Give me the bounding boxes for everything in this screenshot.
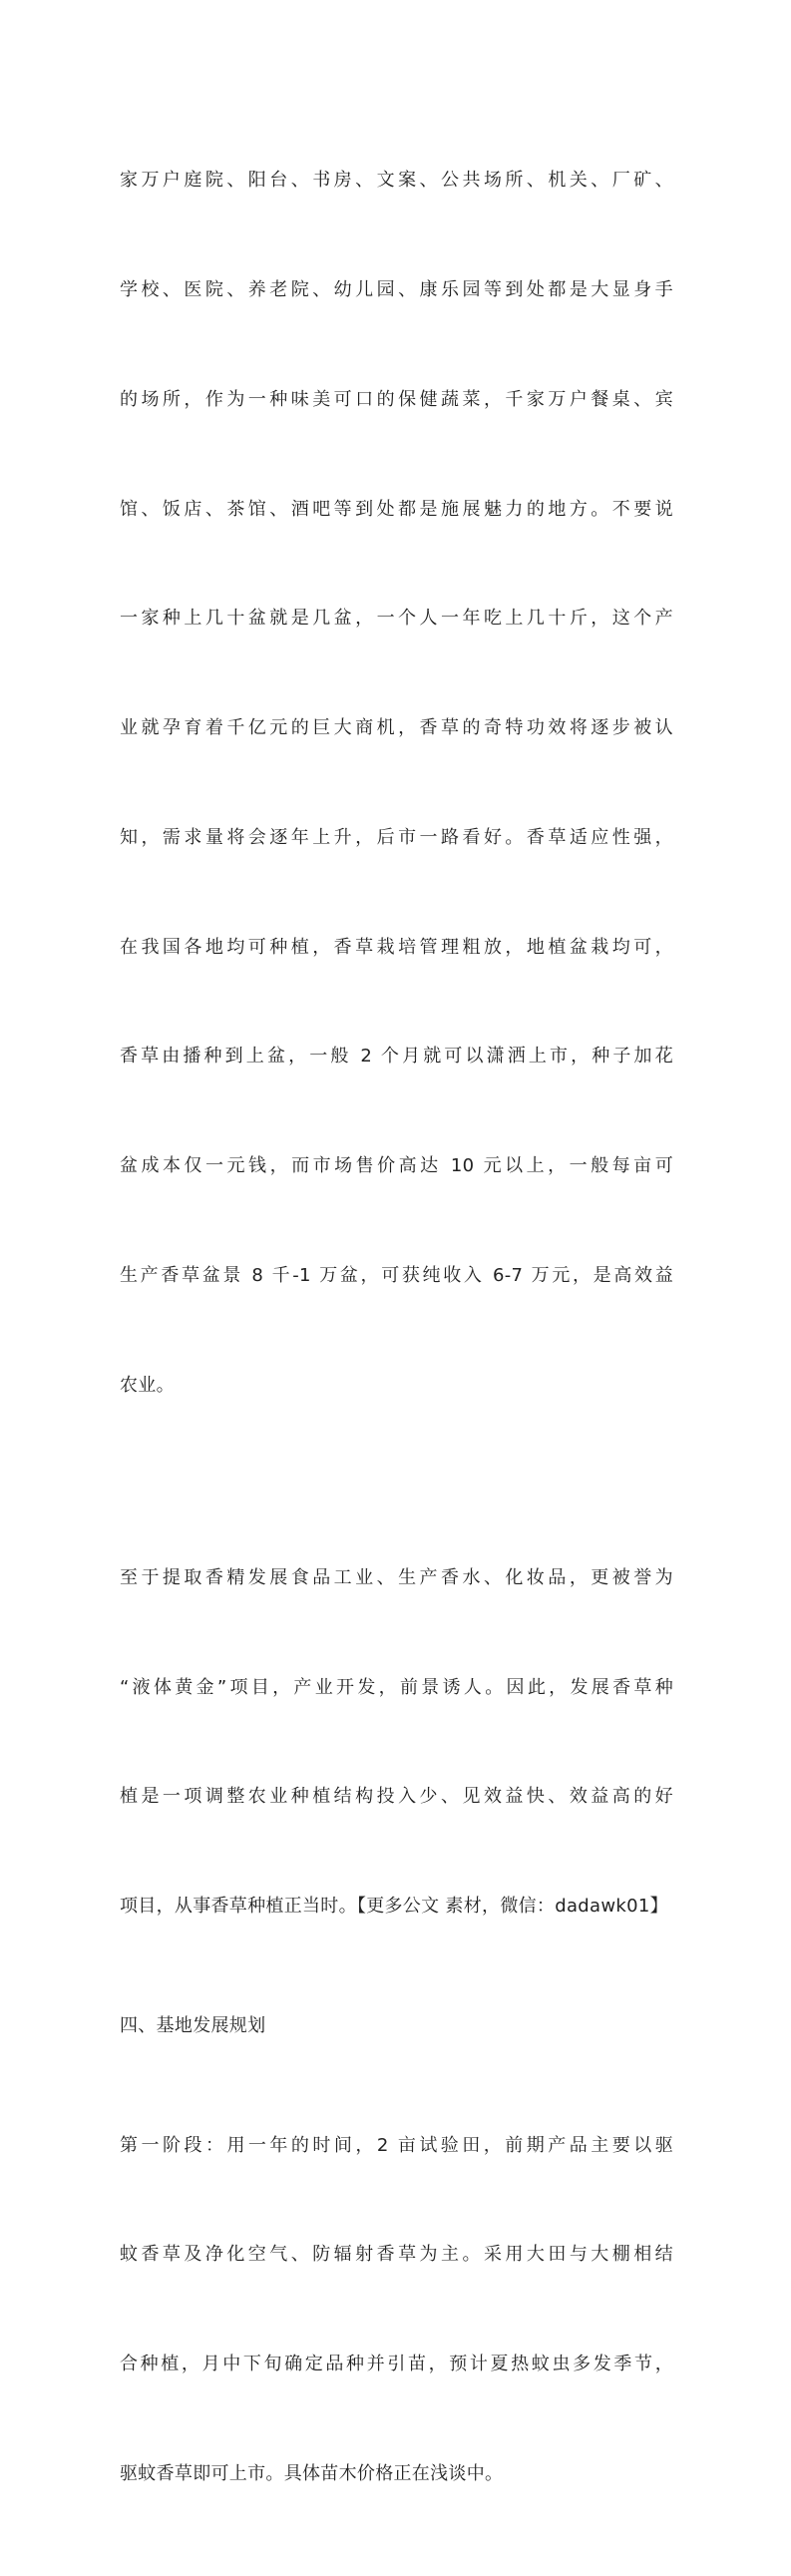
paragraph-market-prospects xyxy=(120,90,673,1478)
text-line: 驱蚊香草即可上市。具体苗木价格正在浅谈中。 xyxy=(120,2463,504,2484)
text-line: 在我国各地均可种植，香草栽培管理粗放，地植盆栽均可， xyxy=(120,936,673,958)
text-line: 生产香草盆景 8 千-1 万盆，可获纯收入 6-7 万元，是高效益 xyxy=(120,1265,673,1286)
text-line: 植是一项调整农业种植结构投入少、见效益快、效益高的好 xyxy=(120,1786,673,1808)
text-line: 一家种上几十盆就是几盆，一个人一年吃上几十斤，这个产 xyxy=(120,608,673,630)
text-line: 至于提取香精发展食品工业、生产香水、化妆品，更被誉为 xyxy=(120,1566,673,1588)
text-line: 学校、医院、养老院、幼儿园、康乐园等到处都是大显身手 xyxy=(120,278,673,300)
paragraph-phase-one xyxy=(120,2054,673,2565)
document-body xyxy=(120,90,673,2576)
text-line: 合种植，月中下旬确定品种并引苗，预计夏热蚊虫多发季节， xyxy=(120,2354,673,2375)
paragraph-essence-industry xyxy=(120,1488,673,1998)
text-line: 盆成本仅一元钱，而市场售价高达 10 元以上，一般每亩可 xyxy=(120,1155,673,1177)
section-heading-base-plan: 四、基地发展规划 xyxy=(120,2014,266,2036)
text-line: 业就孕育着千亿元的巨大商机，香草的奇特功效将逐步被认 xyxy=(120,717,673,739)
text-line: 香草由播种到上盆，一般 2 个月就可以潇洒上市，种子加花 xyxy=(120,1046,673,1068)
text-line: 知，需求量将会逐年上升，后市一路看好。香草适应性强， xyxy=(120,826,673,848)
text-line: 家万户庭院、阳台、书房、文案、公共场所、机关、厂矿、 xyxy=(120,170,673,192)
text-line: 农业。 xyxy=(120,1374,175,1396)
text-line: “液体黄金”项目，产业开发，前景诱人。因此，发展香草种 xyxy=(120,1676,673,1698)
text-line: 第一阶段：用一年的时间，2 亩试验田，前期产品主要以驱 xyxy=(120,2134,673,2156)
text-line: 项目，从事香草种植正当时。【更多公文 素材，微信：dadawk01】 xyxy=(120,1896,668,1918)
text-line: 的场所，作为一种味美可口的保健蔬菜，千家万户餐桌、宾 xyxy=(120,388,673,410)
text-line: 馆、饭店、茶馆、酒吧等到处都是施展魅力的地方。不要说 xyxy=(120,498,673,520)
text-line: 蚊香草及净化空气、防辐射香草为主。采用大田与大棚相结 xyxy=(120,2244,673,2266)
